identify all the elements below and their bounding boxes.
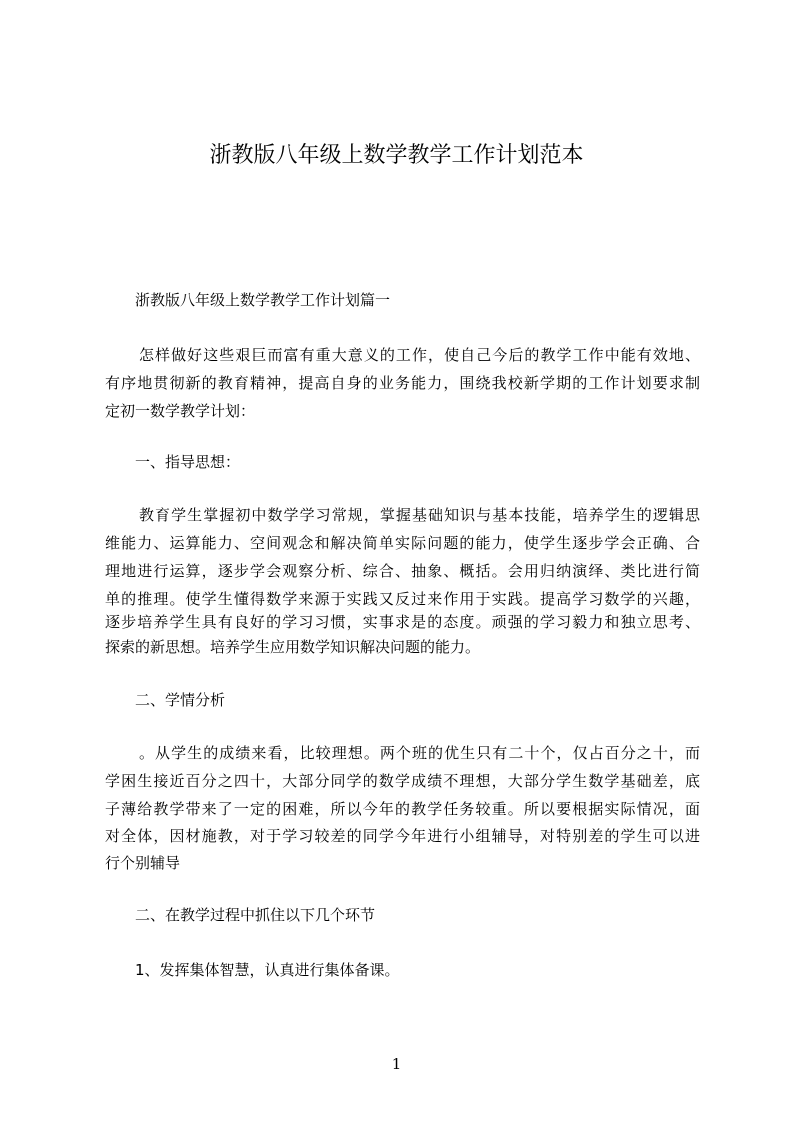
subtitle: 浙教版八年级上数学教学工作计划篇一: [135, 291, 391, 309]
section1-line-1: 教育学生掌握初中数学学习常规，掌握基础知识与基本技能，培养学生的逻辑思: [139, 506, 700, 524]
section-heading-teaching-process: 二、在教学过程中抓住以下几个环节: [135, 906, 376, 924]
intro-line-2: 有序地贯彻新的教育精神，提高自身的业务能力，围绕我校新学期的工作计划要求制: [105, 374, 700, 392]
section2-line-3: 子薄给教学带来了一定的困难，所以今年的教学任务较重。所以要根据实际情况，面: [105, 800, 700, 818]
section1-line-5: 逐步培养学生具有良好的学习习惯，实事求是的态度。顽强的学习毅力和独立思考、: [105, 613, 700, 631]
section1-line-6: 探索的新思想。培养学生应用数学知识解决问题的能力。: [105, 638, 481, 656]
section2-line-1: 。从学生的成绩来看，比较理想。两个班的优生只有二十个，仅占百分之十，而: [139, 744, 700, 762]
section-heading-student-analysis: 二、学情分析: [135, 691, 226, 709]
document-title: 浙教版八年级上数学教学工作计划范本: [209, 143, 584, 168]
section1-line-3: 理地进行运算，逐步学会观察分析、综合、抽象、概括。会用归纳演绎、类比进行简: [105, 562, 700, 580]
section2-line-4: 对全体，因材施教，对于学习较差的同学今年进行小组辅导，对特别差的学生可以进: [105, 827, 700, 845]
intro-line-1: 怎样做好这些艰巨而富有重大意义的工作，使自己今后的教学工作中能有效地、: [139, 346, 700, 364]
section1-line-2: 维能力、运算能力、空间观念和解决简单实际问题的能力，使学生逐步学会正确、合: [105, 534, 700, 552]
page-number: 1: [391, 1055, 402, 1073]
section2-line-2: 学困生接近百分之四十，大部分同学的数学成绩不理想，大部分学生数学基础差，底: [105, 772, 700, 790]
section2-line-5: 行个别辅导: [105, 854, 181, 872]
list-item-1: 1、发挥集体智慧，认真进行集体备课。: [135, 961, 400, 979]
section1-line-4: 单的推理。使学生懂得数学来源于实践又反过来作用于实践。提高学习数学的兴趣，: [105, 590, 700, 608]
intro-line-3: 定初一数学教学计划：: [105, 402, 256, 420]
section-heading-guiding-ideology: 一、指导思想：: [135, 453, 241, 471]
